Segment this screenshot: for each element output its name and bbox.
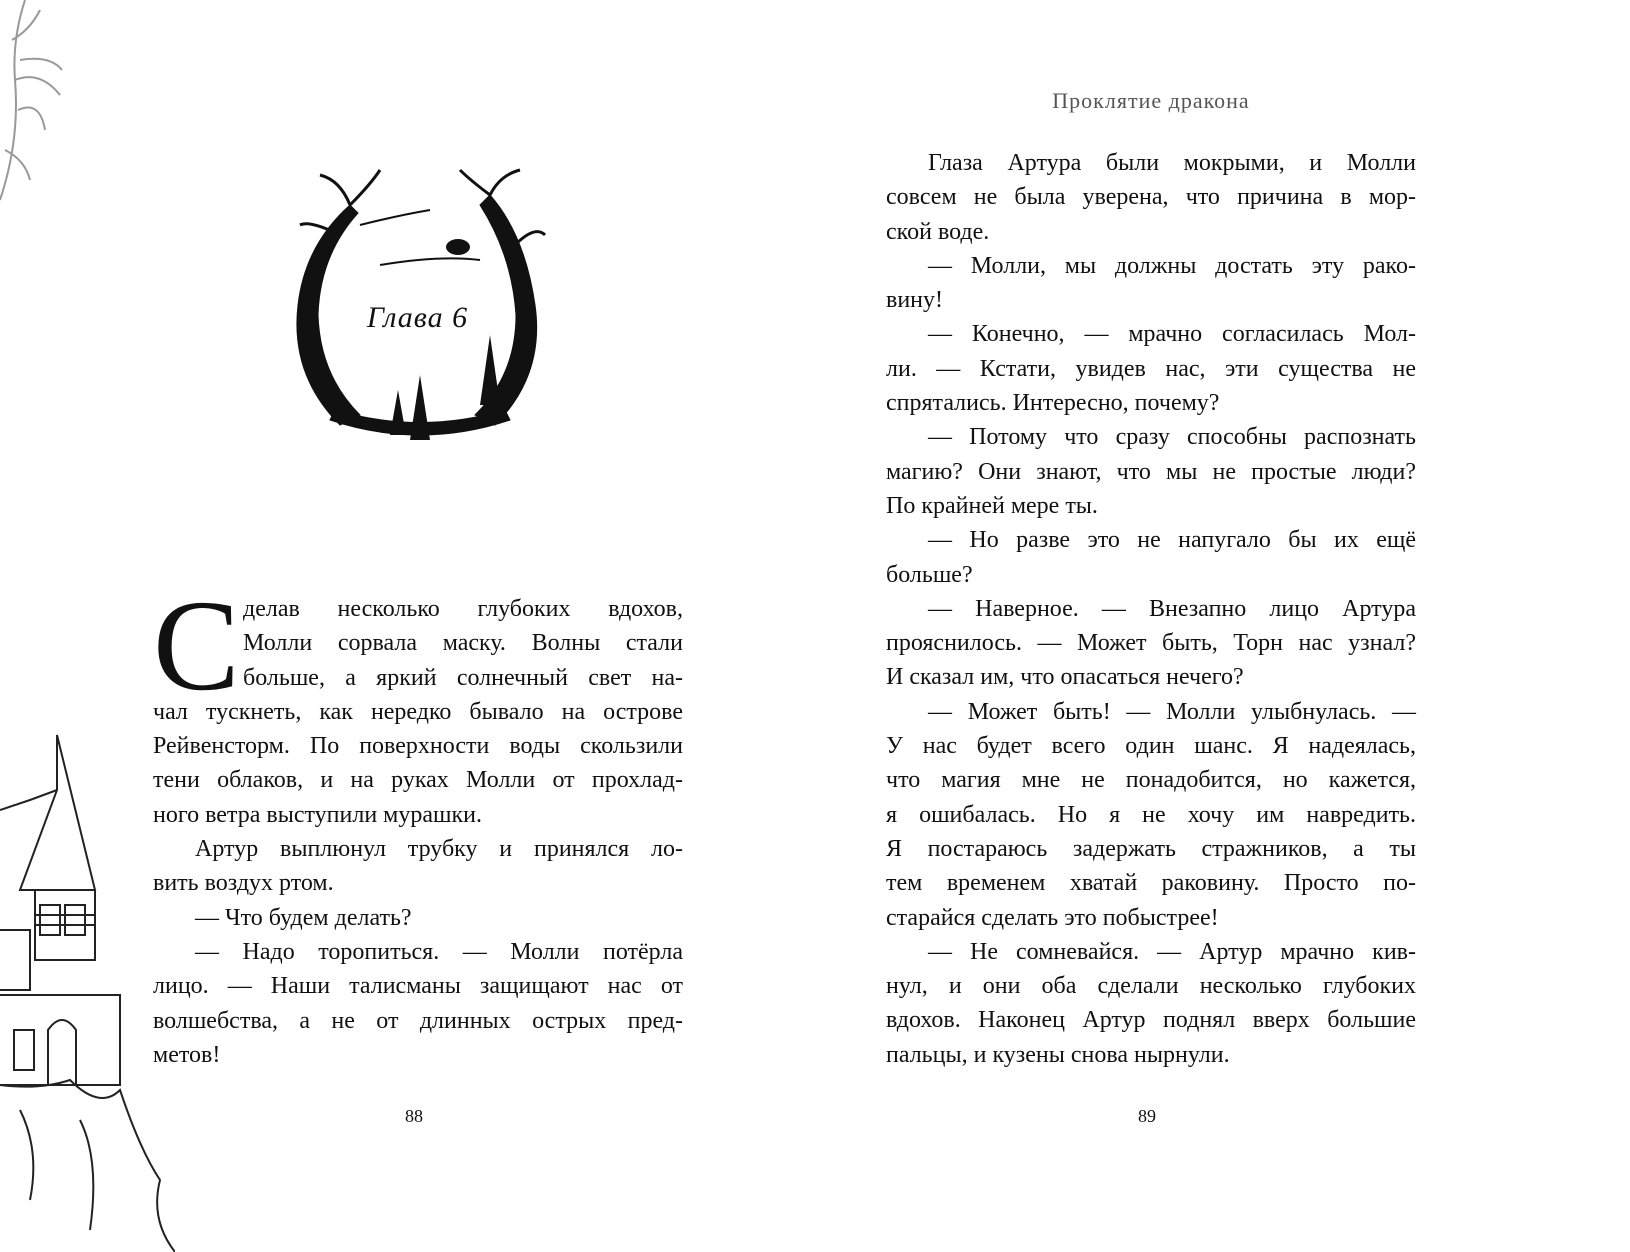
text-line: делав несколько глубоких вдохов, (243, 596, 683, 622)
text-line: чал тускнеть, как нередко бывало на острове (153, 698, 683, 725)
text-line: совсем не была уверена, что причина в мор- (886, 184, 1416, 211)
text-line: Я постараюсь задержать стражников, а ты (886, 835, 1416, 862)
text-line: магию? Они знают, что мы не простые люди? (886, 458, 1416, 485)
text-line: больше, а яркий солнечный свет на- (243, 664, 683, 691)
text-line: волшебства, а не от длинных острых пред- (153, 1007, 683, 1034)
text-line: По крайней мере ты. (886, 492, 1098, 519)
text-line: метов! (153, 1041, 221, 1068)
text-line: У нас будет всего один шанс. Я надеялась, (886, 733, 1416, 760)
text-line: ного ветра выступили мурашки. (153, 801, 482, 828)
text-line: Артур выплюнул трубку и принялся ло- (195, 836, 683, 863)
chapter-title: Глава 6 (366, 301, 469, 334)
chapter-emblem (280, 165, 555, 450)
text-line: я ошибалась. Но я не хочу им навредить. (886, 801, 1416, 828)
text-line: ли. — Кстати, увидев нас, эти существа не (886, 355, 1416, 382)
text-line: — Что будем делать? (195, 904, 412, 931)
text-line: старайся сделать это побыстрее! (886, 904, 1219, 931)
right-page-text (886, 146, 1416, 1072)
text-line: пальцы, и кузены снова нырнули. (886, 1041, 1230, 1068)
text-line: вить воздух ртом. (153, 870, 334, 897)
text-line: — Может быть! — Молли улыбнулась. — (928, 698, 1416, 725)
text-line: ской воде. (886, 218, 990, 245)
text-line: что магия мне не понадобится, но кажется, (886, 767, 1416, 794)
text-line: тени облаков, и на руках Молли от прохлад- (153, 767, 683, 794)
house-illustration (0, 730, 175, 1252)
text-line: Рейвенсторм. По поверхности воды скользили (153, 733, 683, 760)
text-line: — Потому что сразу способны распознать (928, 424, 1416, 451)
text-line: нул, и они оба сделали несколько глубоких (886, 973, 1416, 1000)
text-line: — Не сомневайся. — Артур мрачно кив- (928, 938, 1416, 965)
page-number-right: 89 (1138, 1106, 1156, 1126)
drop-cap: С (153, 574, 240, 718)
text-line: — Молли, мы должны достать эту рако- (928, 252, 1416, 279)
running-header: Проклятие дракона (1052, 88, 1250, 113)
text-line: — Но разве это не напугало бы их ещё (928, 527, 1416, 554)
text-line: — Надо торопиться. — Молли потёрла (195, 938, 683, 965)
text-line: вину! (886, 287, 944, 314)
text-line: прояснилось. — Может быть, Торн нас узнал? (886, 630, 1416, 657)
text-line: Глаза Артура были мокрыми, и Молли (928, 150, 1416, 176)
text-line: Молли сорвала маску. Волны стали (243, 630, 683, 657)
branch-illustration (0, 0, 80, 210)
left-page-text (153, 574, 683, 1072)
text-line: лицо. — Наши талисманы защищают нас от (153, 973, 683, 1000)
text-line: спрятались. Интересно, почему? (886, 390, 1220, 417)
raven-icon (446, 239, 470, 255)
text-line: тем временем хватай раковину. Просто по- (886, 870, 1416, 897)
text-line: И сказал им, что опасаться нечего? (886, 664, 1244, 691)
text-line: — Наверное. — Внезапно лицо Артура (928, 595, 1416, 622)
text-line: — Конечно, — мрачно согласилась Мол- (928, 321, 1416, 348)
text-line: больше? (886, 561, 973, 588)
page-number-left: 88 (405, 1106, 423, 1126)
text-line: вдохов. Наконец Артур поднял вверх большие (886, 1007, 1416, 1034)
